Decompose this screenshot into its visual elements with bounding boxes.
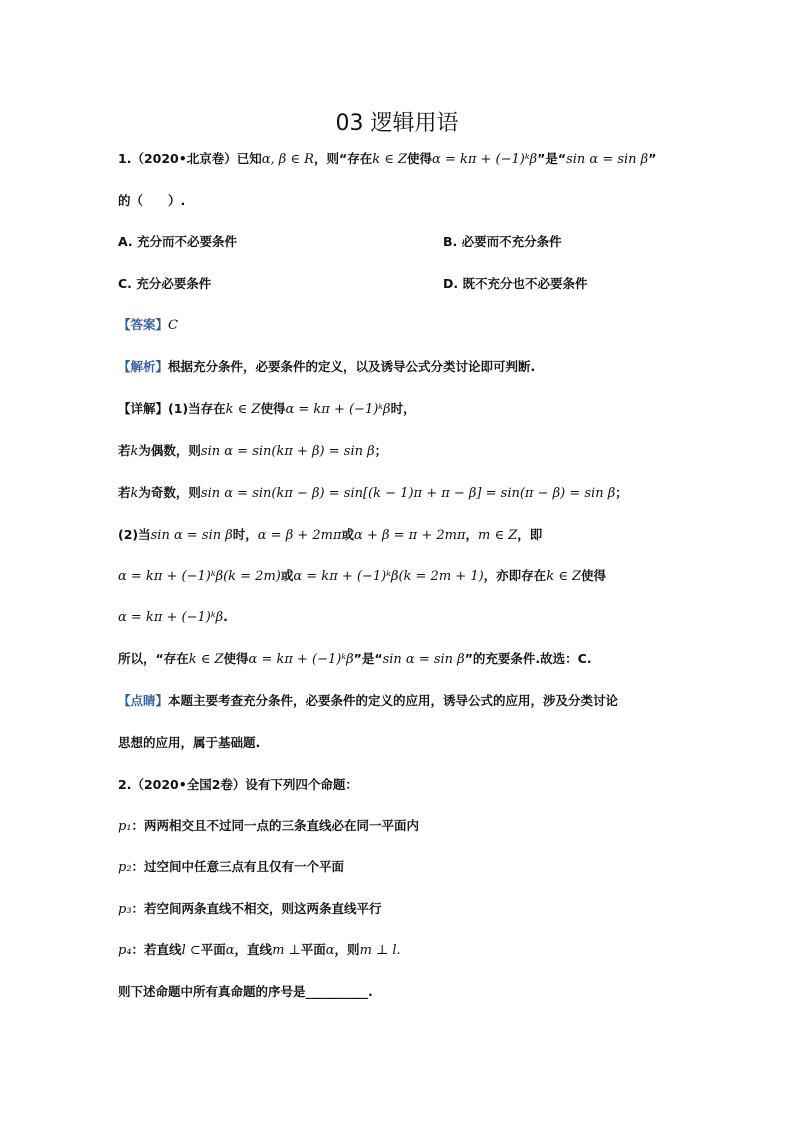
text: ”: [648, 151, 657, 166]
math: sin α = sin(kπ + β) = sin β: [200, 444, 375, 459]
math: α = kπ + (−1)ᵏβ: [248, 652, 354, 667]
p2-label: p₂: [118, 860, 132, 875]
math: α = kπ + (−1)ᵏβ: [432, 152, 538, 167]
q1-stem-line2: 的（ ）.: [118, 193, 186, 208]
text: ，即: [517, 527, 543, 542]
text: (2)当: [118, 527, 151, 542]
text: 时，: [232, 527, 258, 542]
math: α = β + 2mπ: [257, 528, 342, 543]
text: 或: [280, 568, 294, 583]
text: 所以，“存在: [118, 651, 189, 666]
text: 若: [118, 485, 131, 500]
text: ；: [615, 485, 628, 500]
q1-stem-line1: [118, 150, 656, 169]
detail-line: [118, 400, 416, 419]
proposition-p1: [118, 817, 419, 836]
text: 为偶数，则: [138, 443, 201, 458]
math: α = kπ + (−1)ᵏβ(k = 2m + 1): [293, 569, 484, 584]
p3-label: p₃: [118, 902, 132, 917]
text: 使得: [223, 651, 249, 666]
detail-label: 【详解】: [118, 401, 169, 416]
math: α, β ∈ R: [261, 152, 314, 167]
case2-end-line: [118, 608, 228, 627]
math: k ∈ Z: [372, 152, 408, 167]
text: .: [223, 609, 228, 624]
math: k ∈ Z: [546, 569, 581, 584]
option-b: B. 必要而不充分条件: [443, 234, 562, 249]
math: sin α = sin β: [150, 528, 233, 543]
q1-prefix: 1.（2020•北京卷）已知: [118, 151, 262, 166]
answer-label: 【答案】: [118, 317, 169, 332]
proposition-p4: [118, 941, 401, 960]
text: ，则: [334, 942, 360, 957]
math: sin α = sin β: [566, 152, 649, 167]
math: sin α = sin(kπ − β) = sin[(k − 1)π + π − β] = sin(π − β) = sin β: [200, 486, 616, 501]
math: k: [130, 486, 139, 501]
proposition-p2: [118, 858, 344, 877]
analysis-text: 根据充分条件，必要条件的定义，以及诱导公式分类讨论即可判断.: [168, 359, 536, 374]
p1-text: ：两两相交且不过同一点的三条直线必在同一平面内: [131, 818, 420, 833]
p2-text: ：过空间中任意三点有且仅有一个平面: [131, 859, 345, 874]
math: l ⊂: [181, 943, 201, 958]
text: ，亦即存在: [483, 568, 547, 583]
text: 平面: [300, 942, 326, 957]
text: ：若直线: [131, 942, 182, 957]
q2-question: 则下述命题中所有真命题的序号是__________.: [118, 984, 373, 999]
math: k ∈ Z: [188, 652, 224, 667]
math: sin α = sin β: [382, 652, 465, 667]
answer-value: C: [168, 318, 178, 333]
math: m ⊥: [272, 943, 301, 958]
text: ，则“存在: [313, 151, 373, 166]
text: 平面: [200, 942, 226, 957]
text: 或: [341, 527, 355, 542]
analysis-line: [118, 358, 535, 376]
option-d: D. 既不充分也不必要条件: [443, 276, 588, 291]
text: (1)当存在: [168, 401, 226, 416]
text: 为奇数，则: [138, 485, 201, 500]
text: 若: [118, 443, 131, 458]
math: α = kπ + (−1)ᵏβ: [285, 402, 391, 417]
option-c: C. 充分必要条件: [118, 276, 212, 291]
text: ，: [465, 527, 479, 542]
math: k ∈ Z: [225, 402, 261, 417]
comment-text: 本题主要考查充分条件，必要条件的定义的应用，诱导公式的应用，涉及分类讨论: [168, 693, 619, 708]
text: 使得: [407, 151, 433, 166]
case2-continued-line: [118, 567, 606, 586]
odd-case-line: [118, 484, 628, 503]
p1-label: p₁: [118, 819, 132, 834]
math: m ⊥ l.: [359, 943, 401, 958]
text: ”是“: [537, 151, 567, 166]
case2-line: [118, 526, 542, 545]
page-title: 03 逻辑用语: [335, 111, 459, 136]
answer-line: [118, 316, 178, 335]
analysis-label: 【解析】: [118, 359, 169, 374]
text: 使得: [260, 401, 286, 416]
comment-line2: 思想的应用，属于基础题.: [118, 735, 261, 750]
text: ”是“: [353, 651, 383, 666]
q2-stem: 2.（2020•全国2卷）设有下列四个命题：: [118, 777, 358, 792]
text: 使得: [581, 568, 607, 583]
text: ，直线: [234, 942, 273, 957]
math: α = kπ + (−1)ᵏβ(k = 2m): [118, 569, 281, 584]
math: α = kπ + (−1)ᵏβ: [118, 610, 224, 625]
comment-label: 【点睛】: [118, 693, 169, 708]
p4-label: p₄: [118, 943, 132, 958]
math: α: [225, 943, 235, 958]
math: α: [325, 943, 335, 958]
conclusion-line: [118, 650, 592, 669]
proposition-p3: [118, 900, 382, 919]
even-case-line: [118, 442, 387, 461]
math: m ∈ Z: [478, 528, 518, 543]
text: ；: [374, 443, 388, 458]
math: k: [130, 444, 139, 459]
option-a: A. 充分而不必要条件: [118, 234, 238, 249]
text: 时，: [390, 401, 416, 416]
text: ”的充要条件.故选：C.: [464, 651, 592, 666]
comment-line1: [118, 692, 618, 710]
math: α + β = π + 2mπ: [354, 528, 466, 543]
p3-text: ：若空间两条直线不相交，则这两条直线平行: [131, 901, 382, 916]
